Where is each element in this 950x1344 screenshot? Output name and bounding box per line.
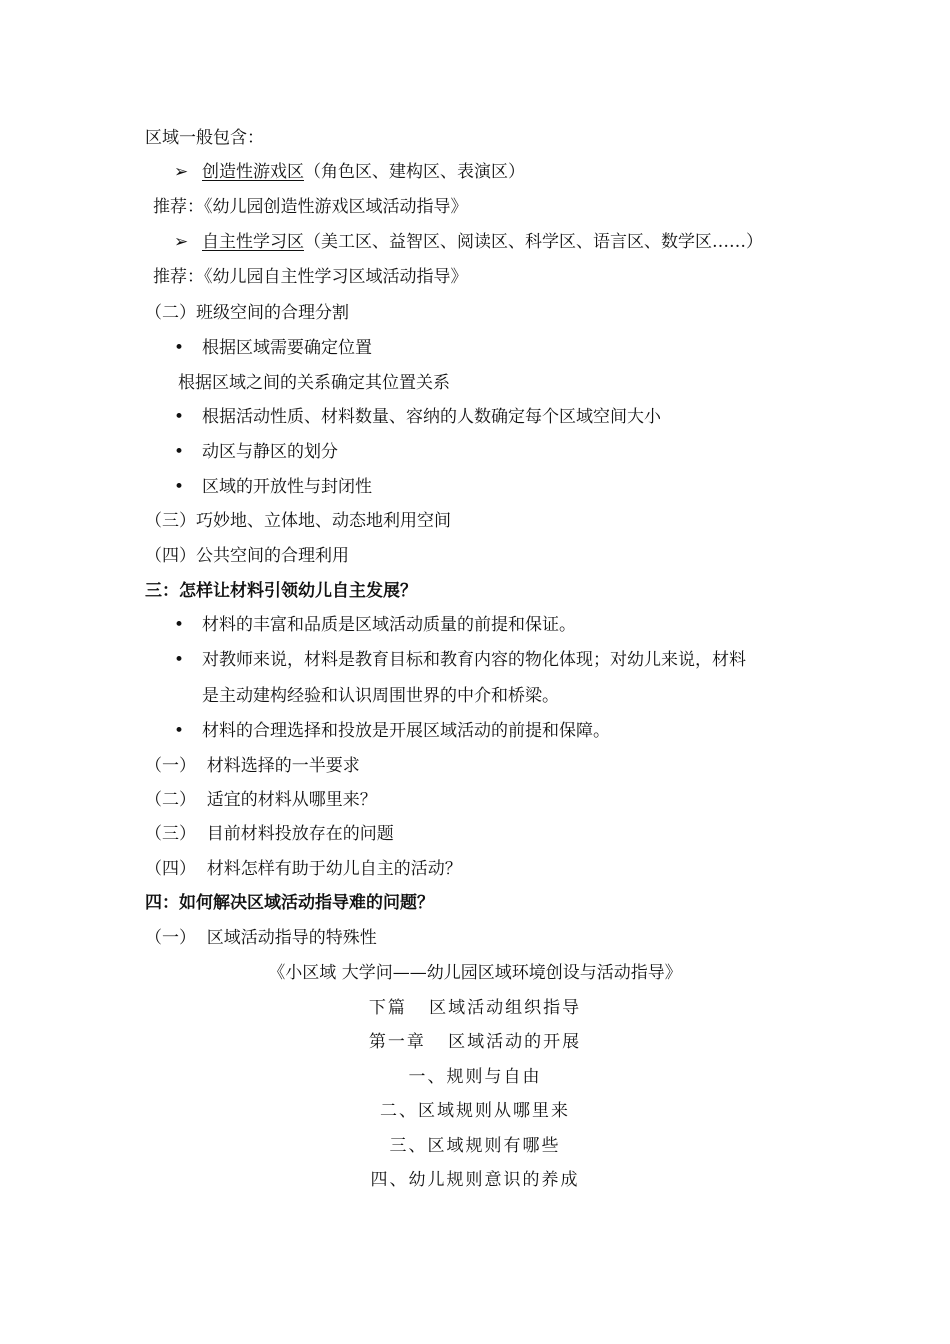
list-item: [174, 161, 525, 183]
list-item: [174, 337, 372, 359]
dot-bullet-icon: •: [174, 477, 185, 497]
section-heading: （一） 区域活动指导的特殊性: [145, 928, 377, 948]
item-text: （美工区、益智区、阅读区、科学区、语言区、数学区……）: [304, 232, 763, 252]
text-line: 是主动建构经验和认识周围世界的中介和桥梁。: [202, 686, 559, 706]
list-item: [174, 441, 338, 463]
item-text: 材料的合理选择和投放是开展区域活动的前提和保障。: [202, 721, 610, 741]
text-line: 区域一般包含：: [145, 128, 264, 148]
item-text: 材料的丰富和品质是区域活动质量的前提和保证。: [202, 615, 576, 635]
section-heading: （一） 材料选择的一半要求: [145, 756, 360, 776]
book-title: 《小区域 大学问——幼儿园区域环境创设与活动指导》: [268, 963, 682, 983]
dot-bullet-icon: •: [174, 407, 185, 427]
text-line: 根据区域之间的关系确定其位置关系: [178, 373, 450, 393]
underlined-term: 创造性游戏区: [202, 162, 304, 182]
item-text: 根据区域需要确定位置: [202, 338, 372, 358]
text-line: 推荐：《幼儿园自主性学习区域活动指导》: [153, 267, 468, 287]
dot-bullet-icon: •: [174, 338, 185, 358]
item-text: 动区与静区的划分: [202, 442, 338, 462]
item-text: 根据活动性质、材料数量、容纳的人数确定每个区域空间大小: [202, 407, 661, 427]
dot-bullet-icon: •: [174, 650, 185, 670]
item-text: 区域的开放性与封闭性: [202, 477, 372, 497]
section-heading: （四） 材料怎样有助于幼儿自主的活动？: [145, 859, 462, 879]
dot-bullet-icon: •: [174, 615, 185, 635]
arrow-bullet-icon: ➢: [174, 232, 189, 252]
centered-heading: 三、区域规则有哪些: [389, 1136, 561, 1156]
dot-bullet-icon: •: [174, 721, 185, 741]
centered-heading: 下篇 区域活动组织指导: [368, 998, 582, 1018]
list-item: [174, 720, 610, 742]
list-item: [174, 406, 661, 428]
section-heading: （二） 适宜的材料从哪里来？: [145, 790, 377, 810]
arrow-bullet-icon: ➢: [174, 162, 189, 182]
list-item: [174, 614, 576, 636]
dot-bullet-icon: •: [174, 442, 185, 462]
section-heading: （二）班级空间的合理分割: [145, 303, 349, 323]
section-heading: （三） 目前材料投放存在的问题: [145, 824, 394, 844]
item-text: 对教师来说，材料是教育目标和教育内容的物化体现；对幼儿来说，材料: [202, 650, 746, 670]
list-item: [174, 231, 763, 253]
centered-heading: 二、区域规则从哪里来: [380, 1101, 570, 1121]
list-item: [174, 476, 372, 498]
centered-heading: 第一章 区域活动的开展: [368, 1032, 582, 1052]
underlined-term: 自主性学习区: [202, 232, 304, 252]
centered-heading: 一、规则与自由: [408, 1067, 542, 1087]
section-heading: （四）公共空间的合理利用: [145, 546, 349, 566]
section-heading: （三）巧妙地、立体地、动态地利用空间: [145, 511, 451, 531]
chapter-heading: 四：如何解决区域活动指导难的问题？: [145, 893, 434, 913]
list-item: [174, 649, 746, 671]
item-text: （角色区、建构区、表演区）: [304, 162, 525, 182]
text-line: 推荐：《幼儿园创造性游戏区域活动指导》: [153, 197, 468, 217]
chapter-heading: 三：怎样让材料引领幼儿自主发展？: [145, 581, 417, 601]
centered-heading: 四、幼儿规则意识的养成: [370, 1170, 580, 1190]
